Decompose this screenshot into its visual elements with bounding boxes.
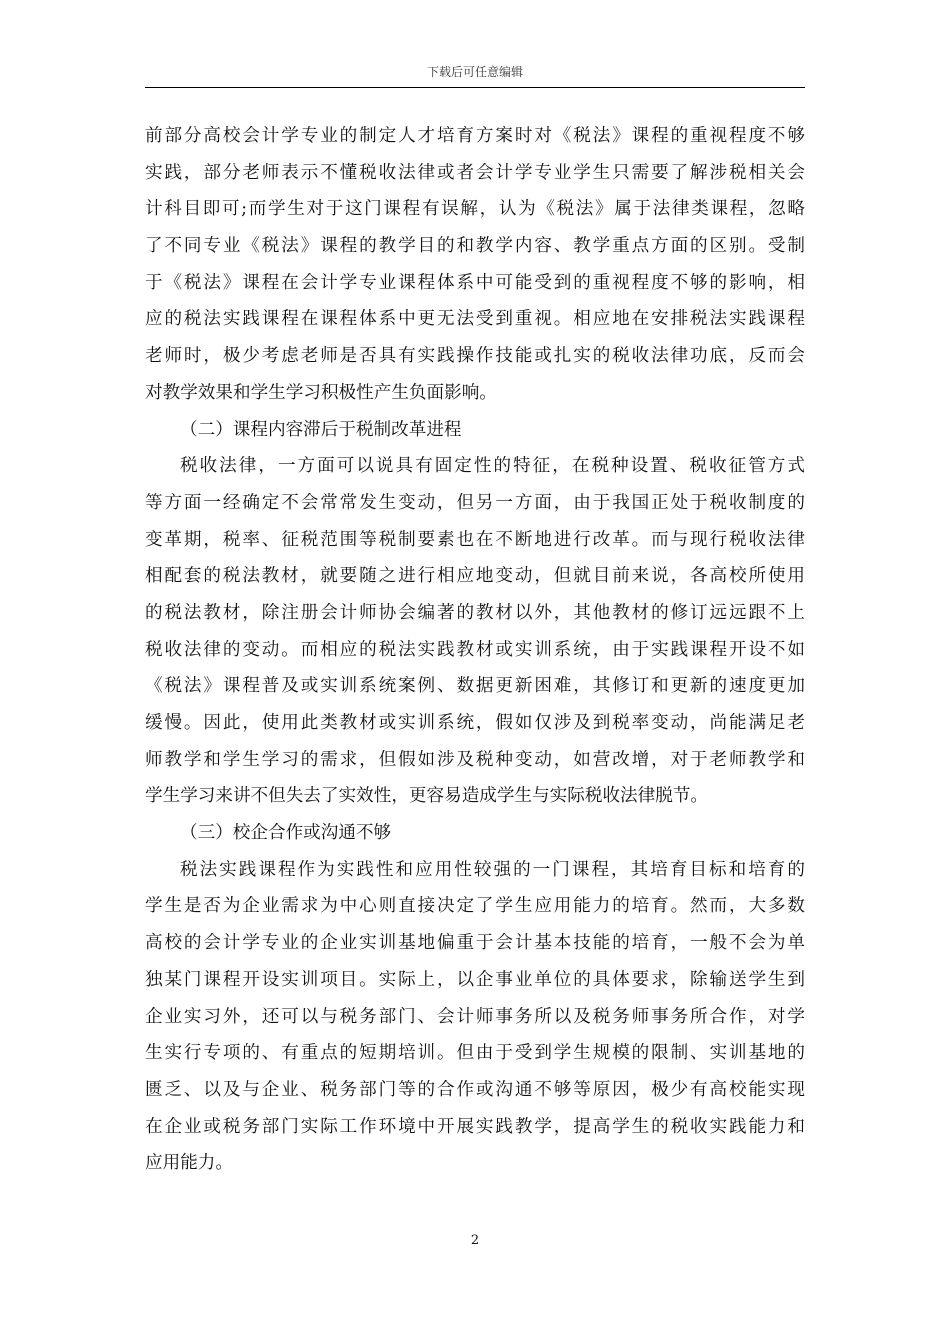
text-line: 税收法律，一方面可以说具有固定性的特征，在税种设置、税收征管方式 — [180, 456, 805, 477]
text-line: 计科目即可;而学生对于这门课程有误解，认为《税法》属于法律类课程，忽略 — [145, 199, 805, 220]
text-line: 等方面一经确定不会常常发生变动，但另一方面，由于我国正处于税收制度的 — [145, 492, 805, 513]
text-line: 《税法》课程普及或实训系统案例、数据更新困难，其修订和更新的速度更加 — [145, 676, 805, 697]
text-line: 变革期，税率、征税范围等税制要素也在不断地进行改革。而与现行税收法律 — [145, 529, 805, 550]
text-line: 税法实践课程作为实践性和应用性较强的一门课程，其培育目标和培育的 — [180, 859, 805, 880]
text-line: 相配套的税法教材，就要随之进行相应地变动，但就目前来说，各高校所使用 — [145, 566, 805, 587]
text-line: 应的税法实践课程在课程体系中更无法受到重视。相应地在安排税法实践课程 — [145, 309, 805, 330]
text-line: （二）课程内容滞后于税制改革进程 — [180, 419, 462, 440]
page-header: 下载后可任意编辑 — [426, 65, 523, 79]
text-line: 生实行专项的、有重点的短期培训。但由于受到学生规模的限制、实训基地的 — [145, 1043, 805, 1064]
text-line: （三）校企合作或沟通不够 — [180, 823, 392, 844]
text-line: 独某门课程开设实训项目。实际上，以企事业单位的具体要求，除输送学生到 — [145, 969, 805, 990]
text-line: 企业实习外，还可以与税务部门、会计师事务所以及税务师事务所合作，对学 — [145, 1006, 805, 1027]
text-line: 的税法教材，除注册会计师协会编著的教材以外，其他教材的修订远远跟不上 — [145, 602, 805, 623]
text-line: 老师时，极少考虑老师是否具有实践操作技能或扎实的税收法律功底，反而会 — [145, 346, 805, 367]
text-line: 师教学和学生学习的需求，但假如涉及税种变动，如营改增，对于老师教学和 — [145, 749, 805, 770]
text-line: 学生是否为企业需求为中心则直接决定了学生应用能力的培育。然而，大多数 — [145, 896, 805, 917]
body-text — [145, 118, 805, 1182]
text-line: 匮乏、以及与企业、税务部门等的合作或沟通不够等原因，极少有高校能实现 — [145, 1079, 805, 1100]
text-line: 学生学习来讲不但失去了实效性，更容易造成学生与实际税收法律脱节。 — [145, 786, 709, 807]
text-line: 了不同专业《税法》课程的教学目的和教学内容、教学重点方面的区别。受制 — [145, 236, 805, 257]
text-line: 缓慢。因此，使用此类教材或实训系统，假如仅涉及到税率变动，尚能满足老 — [145, 713, 805, 733]
text-line: 税收法律的变动。而相应的税法实践教材或实训系统，由于实践课程开设不如 — [145, 639, 805, 660]
text-line: 实践，部分老师表示不懂税收法律或者会计学专业学生只需要了解涉税相关会 — [145, 162, 805, 183]
text-line: 应用能力。 — [145, 1153, 233, 1174]
text-line: 对教学效果和学生学习积极性产生负面影响。 — [145, 382, 497, 403]
header-rule — [145, 87, 805, 88]
page-number: 2 — [470, 1233, 480, 1248]
text-line: 高校的会计学专业的企业实训基地偏重于会计基本技能的培育，一般不会为单 — [145, 933, 805, 954]
text-line: 于《税法》课程在会计学专业课程体系中可能受到的重视程度不够的影响，相 — [145, 272, 805, 293]
text-line: 在企业或税务部门实际工作环境中开展实践教学，提高学生的税收实践能力和 — [145, 1116, 805, 1137]
text-line: 前部分高校会计学专业的制定人才培育方案时对《税法》课程的重视程度不够 — [145, 126, 805, 146]
